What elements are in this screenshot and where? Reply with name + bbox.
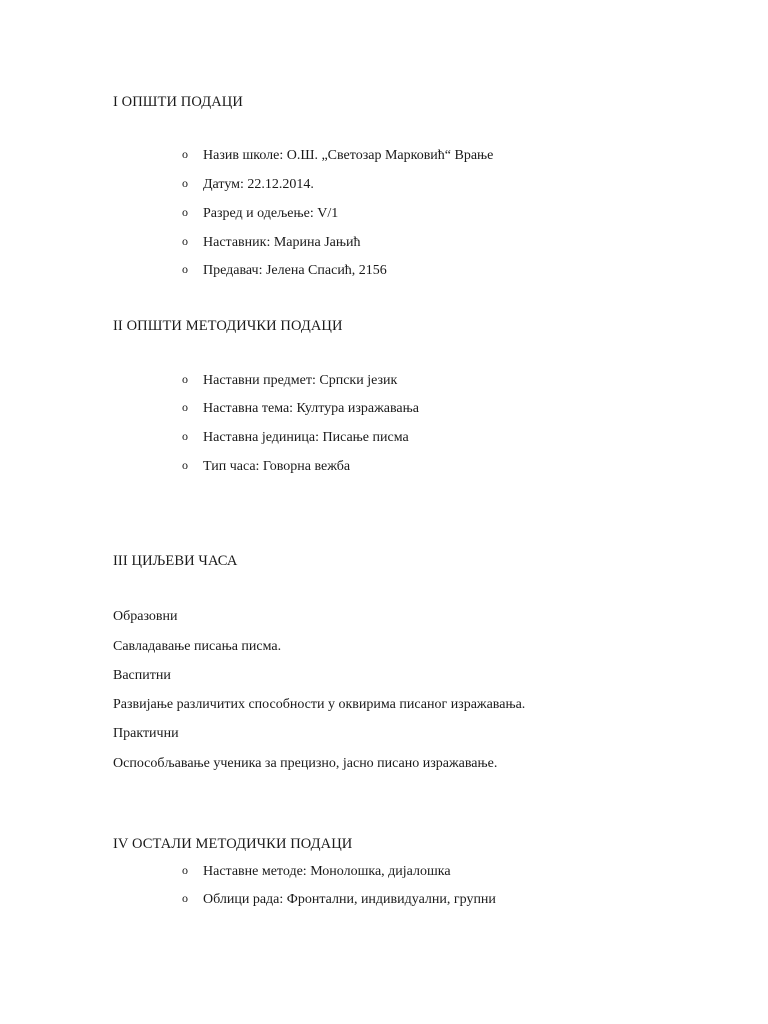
goal-text: Оспособљавање ученика за прецизно, јасно писано изражавање. xyxy=(113,756,498,771)
bullet-icon: o xyxy=(182,147,188,161)
bullet-icon: o xyxy=(182,262,188,276)
list-item xyxy=(182,429,409,446)
list-item xyxy=(182,147,493,164)
bullet-icon: o xyxy=(182,205,188,219)
bullet-icon: o xyxy=(182,429,188,443)
goal-category-practical: Практични xyxy=(113,726,179,741)
bullet-icon: o xyxy=(182,234,188,248)
list-item-text: Наставник: Марина Јањић xyxy=(203,235,361,250)
list-item-text: Наставна јединица: Писање писма xyxy=(203,430,409,445)
list-item xyxy=(182,891,496,908)
list-item-text: Назив школе: О.Ш. „Светозар Марковић“ Врање xyxy=(203,148,494,163)
section-heading-other-methodical-data: IV ОСТАЛИ МЕТОДИЧКИ ПОДАЦИ xyxy=(113,836,353,852)
list-item xyxy=(182,400,419,417)
section-heading-lesson-goals: III ЦИЉЕВИ ЧАСА xyxy=(113,553,238,569)
list-item-text: Наставне методе: Монолошка, дијалошка xyxy=(203,864,451,879)
list-item xyxy=(182,262,387,279)
bullet-icon: o xyxy=(182,176,188,190)
list-item xyxy=(182,372,397,389)
list-item-text: Датум: 22.12.2014. xyxy=(203,177,314,192)
list-item xyxy=(182,176,314,193)
list-item xyxy=(182,863,451,880)
list-item-text: Наставни предмет: Српски језик xyxy=(203,373,398,388)
list-item xyxy=(182,458,350,475)
goal-category-upbringing: Васпитни xyxy=(113,668,171,683)
goal-category-educational: Образовни xyxy=(113,609,178,624)
list-item-text: Предавач: Јелена Спасић, 2156 xyxy=(203,263,387,278)
bullet-icon: o xyxy=(182,400,188,414)
list-item-text: Облици рада: Фронтални, индивидуални, групни xyxy=(203,892,496,907)
list-item xyxy=(182,205,338,222)
section-heading-methodical-data: II ОПШТИ МЕТОДИЧКИ ПОДАЦИ xyxy=(113,318,343,334)
list-item-text: Тип часа: Говорна вежба xyxy=(203,459,351,474)
bullet-icon: o xyxy=(182,458,188,472)
bullet-icon: o xyxy=(182,891,188,905)
list-item-text: Наставна тема: Култура изражавања xyxy=(203,401,419,416)
list-item-text: Разред и одељење: V/1 xyxy=(203,206,339,221)
goal-text: Развијање различитих способности у оквирима писаног изражавања. xyxy=(113,697,526,712)
list-item xyxy=(182,234,360,251)
goal-text: Савладавање писања писма. xyxy=(113,639,282,654)
bullet-icon: o xyxy=(182,372,188,386)
bullet-icon: o xyxy=(182,863,188,877)
section-heading-general-data: I ОПШТИ ПОДАЦИ xyxy=(113,94,243,110)
